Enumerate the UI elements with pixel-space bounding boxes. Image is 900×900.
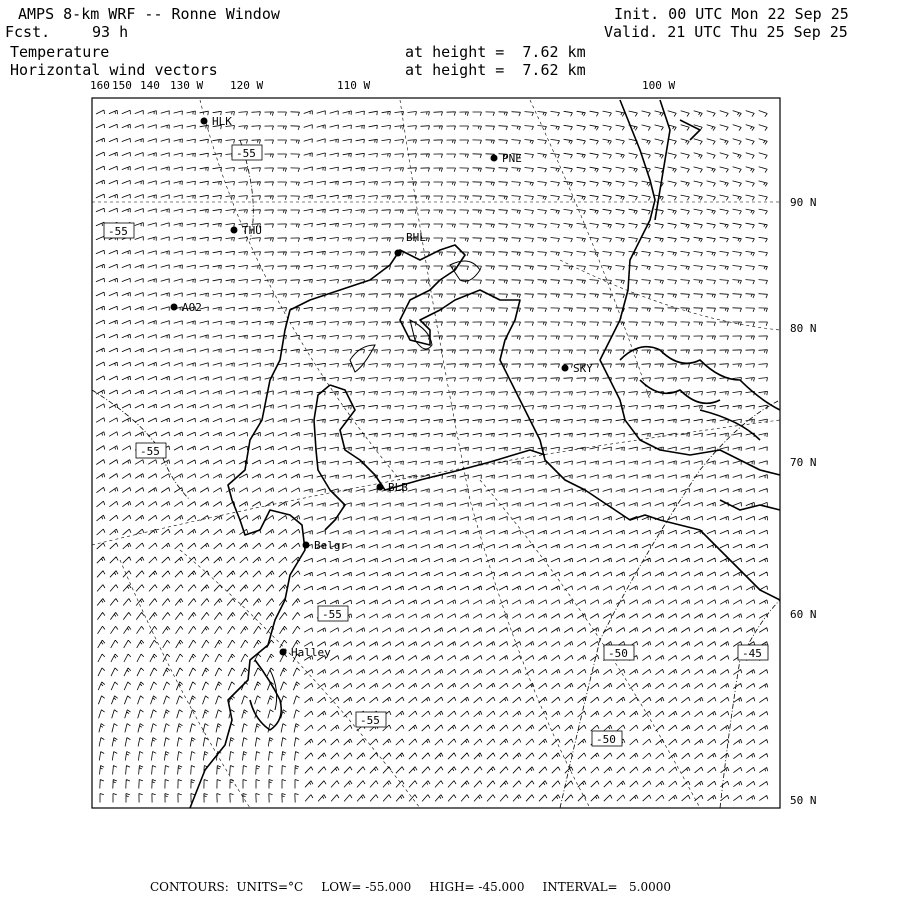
lon-label-150: 150: [112, 79, 132, 92]
station-label: Belgr: [314, 539, 348, 552]
station-dot: [562, 365, 569, 372]
contour-units: CONTOURS: UNITS=°C: [150, 880, 304, 894]
contour-label: -55: [236, 147, 256, 160]
station-label: PNE: [502, 152, 522, 165]
contour-low: LOW= -55.000: [321, 880, 412, 894]
station-label: AO2: [182, 301, 202, 314]
station-label: THU: [242, 224, 262, 237]
contour-label: -50: [596, 733, 616, 746]
station-dot: [201, 118, 208, 125]
height-temperature: at height = 7.62 km: [405, 43, 586, 61]
contour-label: -55: [322, 608, 342, 621]
contour-info: [150, 880, 689, 894]
field-wind: Horizontal wind vectors: [10, 61, 218, 79]
chart-title: AMPS 8-km WRF -- Ronne Window: [18, 5, 280, 23]
station-dot: [231, 227, 238, 234]
contour-high: HIGH= -45.000: [429, 880, 525, 894]
init-time: Init. 00 UTC Mon 22 Sep 25: [614, 5, 849, 23]
lon-label-160: 160: [90, 79, 110, 92]
contour-label: -50: [608, 647, 628, 660]
contour-label: -45: [742, 647, 762, 660]
contour-labels: [104, 145, 768, 746]
lat-label-60: 60 N: [790, 608, 817, 621]
forecast-label: Fcst.: [5, 23, 51, 41]
lat-label-80: 80 N: [790, 322, 817, 335]
lon-label-110: 110 W: [337, 79, 371, 92]
station-label: Halley: [291, 646, 331, 659]
lon-label-120: 120 W: [230, 79, 264, 92]
lon-label-100: 100 W: [642, 79, 676, 92]
contour-label: -55: [360, 714, 380, 727]
contour-label: -55: [140, 445, 160, 458]
station-label: BHL: [406, 231, 426, 244]
lon-label-140: 140: [140, 79, 160, 92]
coastline: [190, 100, 780, 808]
station-label: HLK: [212, 115, 232, 128]
field-temperature: Temperature: [10, 43, 110, 61]
station-dot: [280, 649, 287, 656]
station-dot: [171, 304, 178, 311]
station-dot: [395, 250, 402, 257]
lon-label-130: 130 W: [170, 79, 204, 92]
lat-label-70: 70 N: [790, 456, 817, 469]
wind-barb-field: [96, 110, 768, 803]
station-label: BLB: [388, 481, 408, 494]
contour-interval: INTERVAL= 5.0000: [542, 880, 672, 894]
height-wind: at height = 7.62 km: [405, 61, 586, 79]
lat-label-90: 90 N: [790, 196, 817, 209]
lat-label-50: 50 N: [790, 794, 817, 807]
station-dot: [491, 155, 498, 162]
station-dot: [303, 542, 310, 549]
station-label: SKY: [573, 362, 593, 375]
station-dot: [377, 484, 384, 491]
valid-time: Valid. 21 UTC Thu 25 Sep 25: [604, 23, 848, 41]
contour-label: -55: [108, 225, 128, 238]
forecast-hour: 93 h: [92, 23, 129, 41]
